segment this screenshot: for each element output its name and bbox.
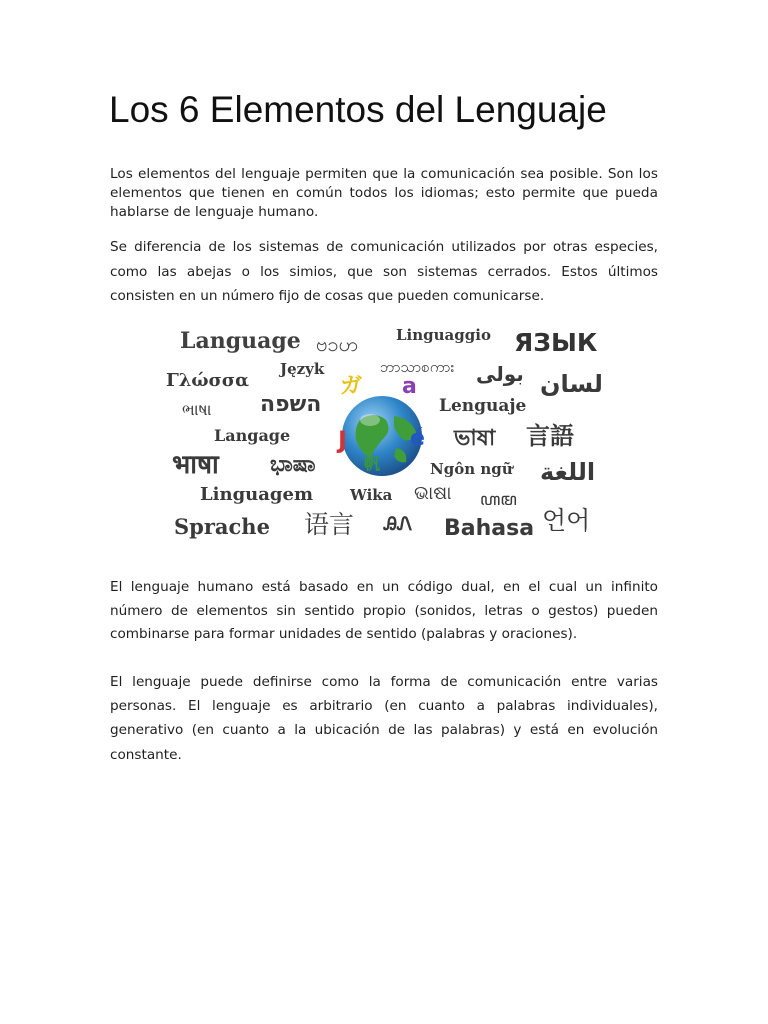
globe-letter-j: J xyxy=(338,426,347,454)
word-bhasa-bengali: ভাষা xyxy=(454,426,496,451)
word-glyph-khmer: ꦲꦩ xyxy=(480,490,517,510)
languages-illustration xyxy=(162,320,606,552)
word-boli: بولی xyxy=(476,362,524,386)
word-wika: Wika xyxy=(350,486,393,504)
globe-letter-e: é xyxy=(410,426,425,451)
word-glossa: Γλώσσα xyxy=(166,370,249,391)
word-glyph-tamil: ಭಾಷಾ xyxy=(270,452,316,477)
word-lugha: اللغة xyxy=(540,458,596,486)
word-sprache: Sprache xyxy=(174,514,270,539)
word-lenguaje: Lenguaje xyxy=(439,396,527,416)
paragraph-2: Se diferencia de los sistemas de comunicación utilizados por otras especies, como las abejas o los simios, que son sistemas cerrados. Estos últimos consisten en un número fijo de cosas que pueden comunicarse. xyxy=(110,239,658,304)
word-glyph-odia: ଭାଷା xyxy=(414,482,452,504)
page-title: Los 6 Elementos del Lenguaje xyxy=(109,89,607,130)
word-bahasa: Bahasa xyxy=(444,516,535,541)
word-bhasha-hindi: भाषा xyxy=(172,450,219,480)
word-glyph-ethiopic: ᎯᏁ xyxy=(384,514,413,535)
word-yazyk: ЯЗЫК xyxy=(514,328,598,357)
word-burmese-glyphs: ဘာသာစကား xyxy=(380,358,455,376)
word-ngon-ngu: Ngôn ngữ xyxy=(430,460,513,478)
paragraph-4: El lenguaje puede definirse como la forma de comunicación entre varias personas. El lenguaje es arbitrario (en cuanto a palabras individuales), generativo (en cuanto a la ubicación de las palabras) y está en evolución constante. xyxy=(110,674,658,763)
word-langage: Langage xyxy=(214,426,291,445)
word-eoneo: 언어 xyxy=(542,506,591,535)
word-gengo: 言語 xyxy=(526,422,574,450)
word-hasafa: השפה xyxy=(260,392,322,417)
paragraph-1: Los elementos del lenguaje permiten que la comunicación sea posible. Son los elementos que tienen en común todos los idiomas; esto permite que pueda hablarse de lenguaje humano. xyxy=(110,166,658,220)
globe-letter-ga: ガ xyxy=(340,374,363,399)
word-glyph-row: ભાષા xyxy=(182,400,212,419)
word-yuyan: 语言 xyxy=(304,510,355,539)
globe-letter-a: a xyxy=(402,374,417,399)
word-jezyk: Język xyxy=(280,360,325,378)
word-lisan: لسان xyxy=(540,370,603,398)
paragraph-3: El lenguaje humano está basado en un código dual, en el cual un infinito número de elementos sin sentido propio (sonidos, letras o gestos) pueden combinarse para formar unidades de sentido (palabras y oraciones). xyxy=(110,579,658,642)
globe-letter-han: 帆 xyxy=(364,454,381,473)
word-linguagem: Linguagem xyxy=(200,484,314,505)
word-script-glyphs: ဗ၁ဟ xyxy=(316,332,359,356)
word-language: Language xyxy=(180,328,301,354)
word-linguaggio: Linguaggio xyxy=(396,326,491,344)
